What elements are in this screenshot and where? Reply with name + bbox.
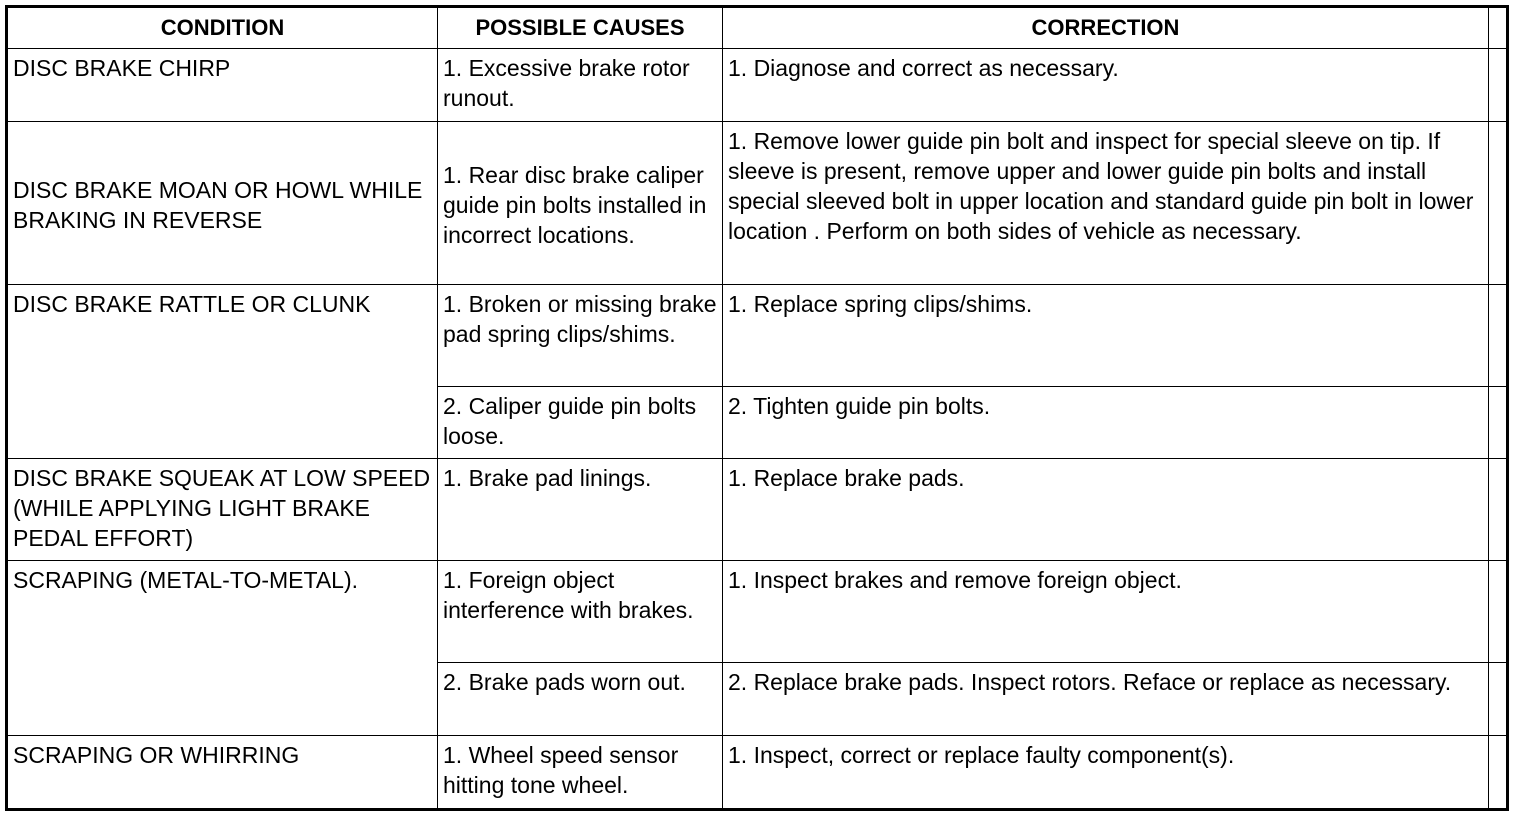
spacer-cell (1489, 561, 1508, 663)
cause-cell: 1. Foreign object interference with brakes. (438, 561, 723, 663)
cause-cell: 2. Brake pads worn out. (438, 663, 723, 736)
condition-cell: SCRAPING OR WHIRRING (7, 736, 438, 810)
condition-cell: SCRAPING (METAL-TO-METAL). (7, 561, 438, 736)
header-possible-causes: POSSIBLE CAUSES (438, 7, 723, 49)
table-row (7, 49, 1508, 122)
cause-cell: 2. Caliper guide pin bolts loose. (438, 387, 723, 459)
table-row (7, 285, 1508, 387)
correction-cell: 1. Replace spring clips/shims. (723, 285, 1489, 387)
spacer-cell (1489, 49, 1508, 122)
condition-cell: DISC BRAKE CHIRP (7, 49, 438, 122)
spacer-cell (1489, 122, 1508, 285)
correction-cell: 1. Replace brake pads. (723, 459, 1489, 561)
header-condition: CONDITION (7, 7, 438, 49)
header-correction: CORRECTION (723, 7, 1489, 49)
correction-cell: 1. Inspect, correct or replace faulty component(s). (723, 736, 1489, 810)
correction-cell: 1. Diagnose and correct as necessary. (723, 49, 1489, 122)
table-row (7, 459, 1508, 561)
header-row (7, 7, 1508, 49)
spacer-cell (1489, 663, 1508, 736)
correction-cell: 1. Inspect brakes and remove foreign object. (723, 561, 1489, 663)
spacer-cell (1489, 285, 1508, 387)
cause-cell: 1. Brake pad linings. (438, 459, 723, 561)
spacer-cell (1489, 736, 1508, 810)
condition-cell: DISC BRAKE RATTLE OR CLUNK (7, 285, 438, 459)
cause-cell: 1. Wheel speed sensor hitting tone wheel. (438, 736, 723, 810)
spacer-cell (1489, 387, 1508, 459)
cause-cell: 1. Excessive brake rotor runout. (438, 49, 723, 122)
cause-cell: 1. Broken or missing brake pad spring clips/shims. (438, 285, 723, 387)
correction-cell: 1. Remove lower guide pin bolt and inspect for special sleeve on tip. If sleeve is present, remove upper and lower guide pin bolts and install special sleeved bolt in upper location and standard guide pin bolt in lower location . Perform on both sides of vehicle as necessary. (723, 122, 1489, 285)
table-row (7, 736, 1508, 810)
correction-cell: 2. Tighten guide pin bolts. (723, 387, 1489, 459)
condition-cell: DISC BRAKE MOAN OR HOWL WHILE BRAKING IN REVERSE (7, 122, 438, 285)
right-margin-column (1489, 7, 1508, 49)
cause-cell: 1. Rear disc brake caliper guide pin bolts installed in incorrect locations. (438, 122, 723, 285)
spacer-cell (1489, 459, 1508, 561)
diagnosis-table (5, 5, 1509, 811)
correction-cell: 2. Replace brake pads. Inspect rotors. Reface or replace as necessary. (723, 663, 1489, 736)
table-row (7, 122, 1508, 285)
condition-cell: DISC BRAKE SQUEAK AT LOW SPEED (WHILE APPLYING LIGHT BRAKE PEDAL EFFORT) (7, 459, 438, 561)
table-row (7, 561, 1508, 663)
